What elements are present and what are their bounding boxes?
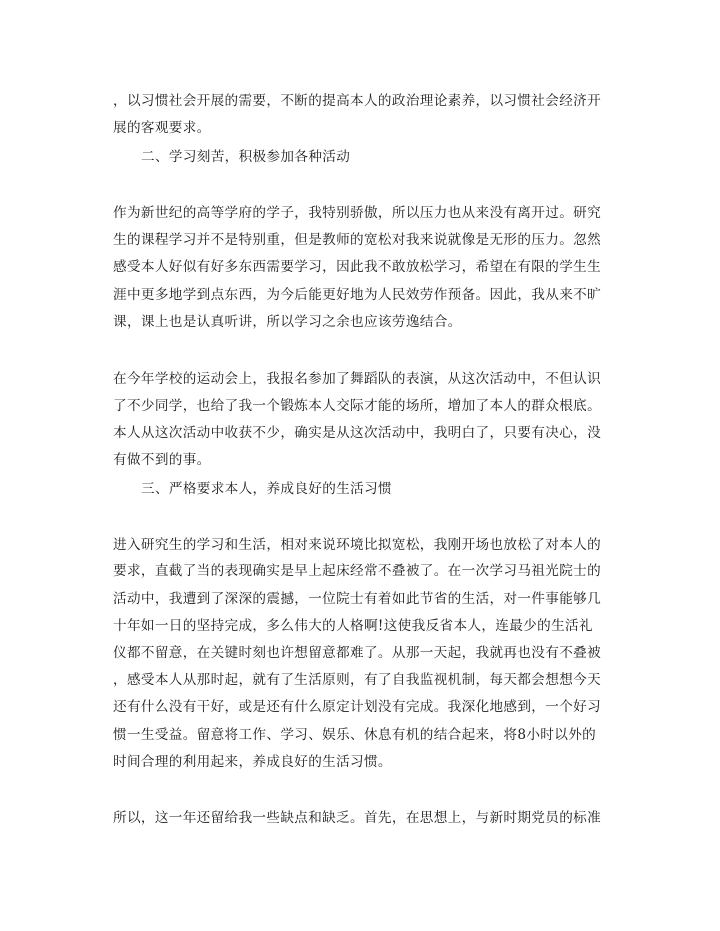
paragraph-line: 本人从这次活动中收获不少，确实是从这次活动中，我明白了，只要有决心，没 (113, 425, 602, 441)
paragraph-line: 在今年学校的运动会上，我报名参加了舞蹈队的表演，从这次活动中，不但认识 (113, 371, 602, 387)
paragraph-line: 还有什么没有干好，或是还有什么原定计划没有完成。我深化地感到，一个好习 (113, 699, 602, 715)
paragraph-line: 涯中更多地学到点东西，为今后能更好地为人民效劳作预备。因此，我从来不旷 (113, 287, 602, 303)
paragraph-line: 时间合理的利用起来，养成良好的生活习惯。 (113, 754, 392, 770)
paragraph-line: 展的客观要求。 (113, 120, 211, 136)
paragraph-line: ，感受本人从那时起，就有了生活原则，有了自我监视机制，每天都会想想今天 (113, 672, 602, 688)
paragraph-line: 有做不到的事。 (113, 452, 211, 468)
paragraph-line: 仪都不留意，在关键时刻也许想留意都难了。从那一天起，我就再也没有不叠被 (113, 645, 602, 661)
paragraph-line: 了不少同学，也给了我一个锻炼本人交际才能的场所，增加了本人的群众根底。 (113, 398, 602, 414)
paragraph-line: 作为新世纪的高等学府的学子，我特别骄傲，所以压力也从来没有离开过。研究 (113, 205, 602, 221)
paragraph-line: 所以，这一年还留给我一些缺点和缺乏。首先，在思想上，与新时期党员的标准 (113, 810, 602, 826)
paragraph-line: 十年如一日的坚持完成，多么伟大的人格啊!这使我反省本人，连最少的生活礼 (113, 618, 593, 634)
paragraph-line: ，以习惯社会开展的需要，不断的提高本人的政治理论素养，以习惯社会经济开 (113, 93, 602, 109)
paragraph-line: 进入研究生的学习和生活，相对来说环境比拟宽松，我刚开场也放松了对本人的 (113, 537, 602, 553)
paragraph-line: 要求，直截了当的表现确实是早上起床经常不叠被了。在一次学习马祖光院士的 (113, 563, 602, 579)
section-heading: 三、严格要求本人，养成良好的生活习惯 (141, 481, 392, 497)
section-heading: 二、学习刻苦，积极参加各种活动 (141, 149, 351, 165)
paragraph-line: 活动中，我遭到了深深的震撼，一位院士有着如此节省的生活，对一件事能够几 (113, 591, 602, 607)
paragraph-line: 感受本人好似有好多东西需要学习，因此我不敢放松学习，希望在有限的学生生 (113, 259, 602, 275)
paragraph-line: 生的课程学习并不是特别重，但是教师的宽松对我来说就像是无形的压力。忽然 (113, 232, 602, 248)
paragraph-line: 课，课上也是认真听讲，所以学习之余也应该劳逸结合。 (113, 314, 462, 330)
paragraph-line: 惯一生受益。留意将工作、学习、娱乐、休息有机的结合起来，将8小时以外的 (113, 727, 597, 743)
